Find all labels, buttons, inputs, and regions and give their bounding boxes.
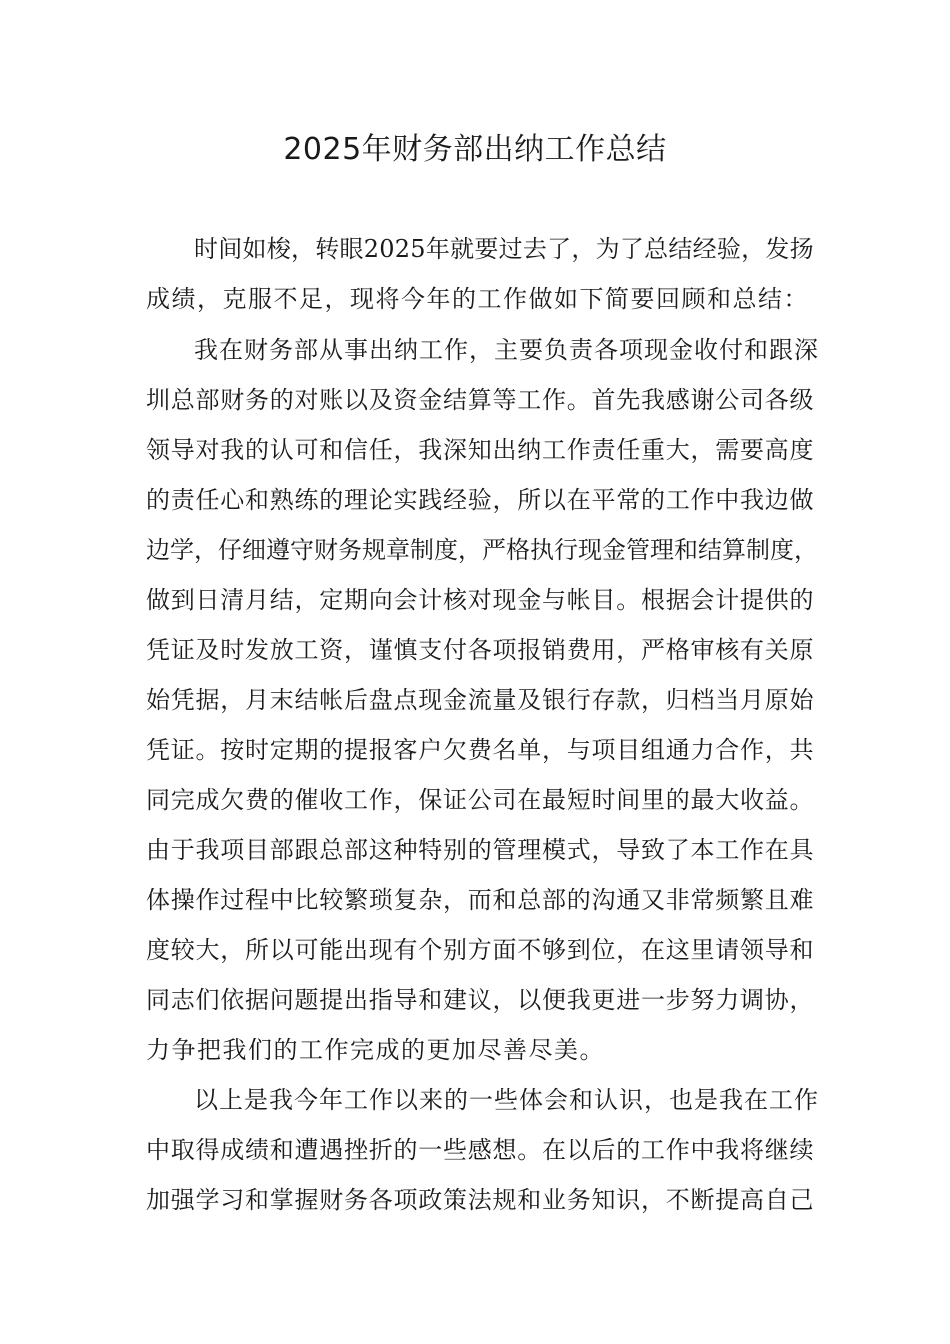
paragraph-2-line-9: 凭证。按时定期的提报客户欠费名单，与项目组通力合作，共: [146, 736, 815, 764]
paragraph-3-line-3: 加强学习和掌握财务各项政策法规和业务知识，不断提高自己: [146, 1186, 815, 1214]
paragraph-2-line-4: 的责任心和熟练的理论实践经验，所以在平常的工作中我边做: [146, 486, 815, 514]
paragraph-2-line-6: 做到日清月结，定期向会计核对现金与帐目。根据会计提供的: [146, 586, 815, 614]
paragraph-2-line-2: 圳总部财务的对账以及资金结算等工作。首先我感谢公司各级: [146, 386, 815, 414]
paragraph-2-line-11: 由于我项目部跟总部这种特别的管理模式，导致了本工作在具: [146, 836, 815, 864]
paragraph-2-line-13: 度较大，所以可能出现有个别方面不够到位，在这里请领导和: [146, 936, 815, 964]
paragraph-2-line-5: 边学，仔细遵守财务规章制度，严格执行现金管理和结算制度，: [146, 536, 818, 564]
paragraph-1-line-1: 时间如梭，转眼2025年就要过去了，为了总结经验，发扬: [194, 235, 814, 263]
paragraph-2-line-1: 我在财务部从事出纳工作，主要负责各项现金收付和跟深: [194, 336, 819, 364]
paragraph-3-line-2: 中取得成绩和遭遇挫折的一些感想。在以后的工作中我将继续: [146, 1136, 815, 1164]
paragraph-2-line-14: 同志们依据问题提出指导和建议，以便我更进一步努力调协，: [146, 986, 815, 1014]
paragraph-2-line-12: 体操作过程中比较繁琐复杂，而和总部的沟通又非常频繁且难: [146, 886, 815, 914]
paragraph-2-line-15: 力争把我们的工作完成的更加尽善尽美。: [146, 1036, 605, 1064]
paragraph-2-line-3: 领导对我的认可和信任，我深知出纳工作责任重大，需要高度: [146, 436, 815, 464]
document-title: 2025年财务部出纳工作总结: [283, 132, 667, 167]
paragraph-2-line-7: 凭证及时发放工资，谨慎支付各项报销费用，严格审核有关原: [146, 636, 815, 664]
paragraph-1-line-2: 成绩，克服不足，现将今年的工作做如下简要回顾和总结：: [146, 285, 809, 313]
paragraph-2-line-10: 同完成欠费的催收工作，保证公司在最短时间里的最大收益。: [146, 786, 815, 814]
paragraph-2-line-8: 始凭据，月末结帐后盘点现金流量及银行存款，归档当月原始: [146, 686, 815, 714]
paragraph-3-line-1: 以上是我今年工作以来的一些体会和认识，也是我在工作: [194, 1086, 819, 1114]
